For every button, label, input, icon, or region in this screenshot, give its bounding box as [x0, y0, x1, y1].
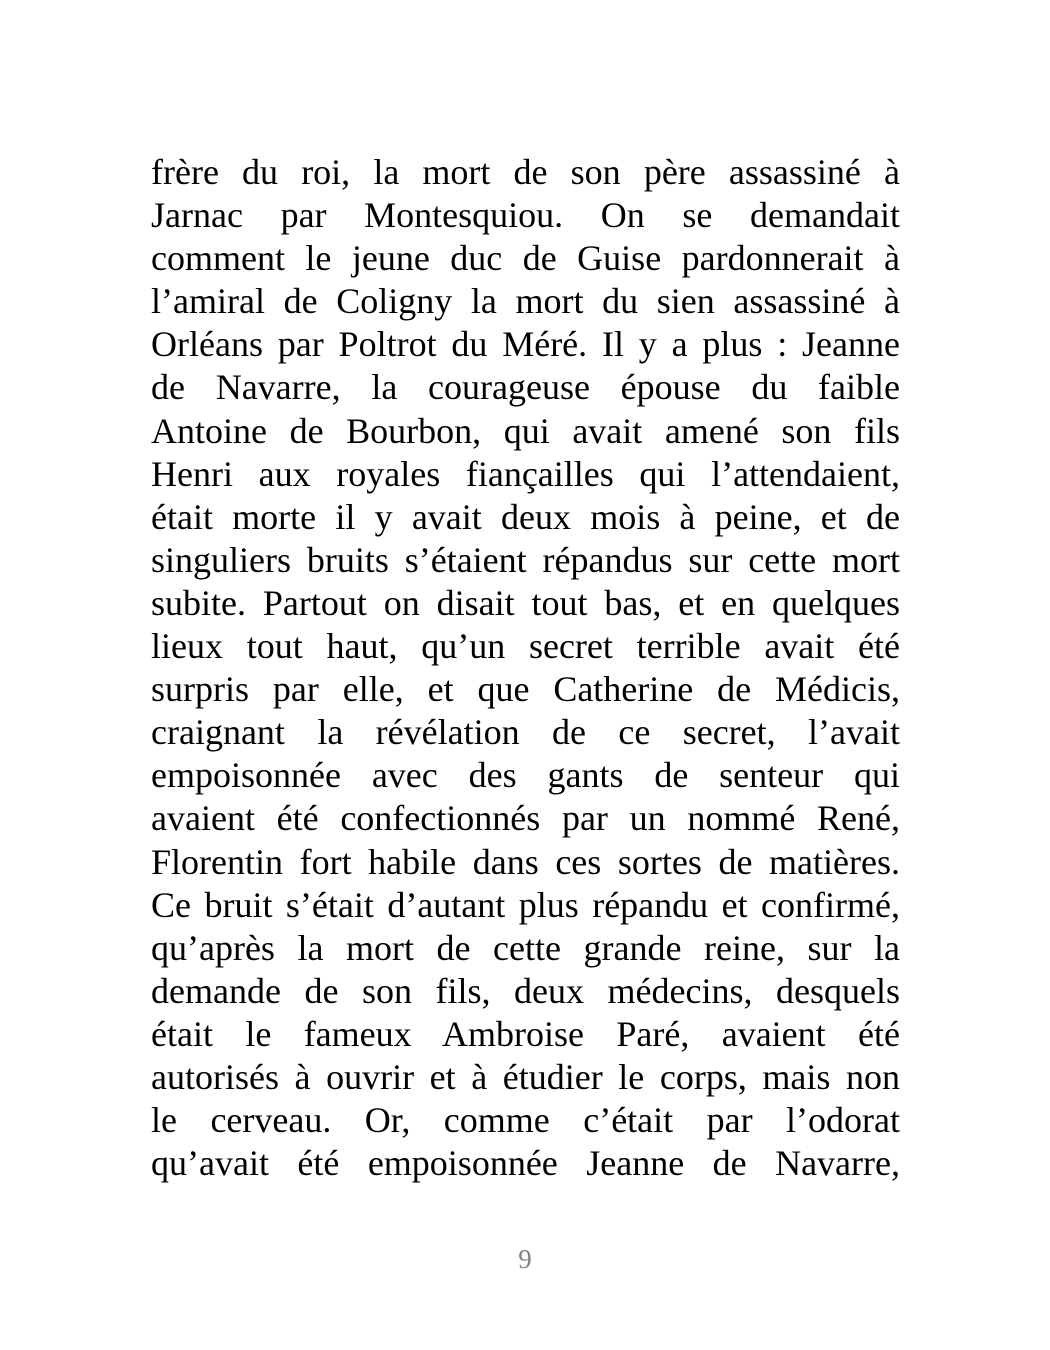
text-line: qu’avait été empoisonnée Jeanne de Navarre, — [151, 1143, 900, 1184]
text-line: demande de son fils, deux médecins, desquels — [151, 970, 900, 1011]
text-line: comment le jeune duc de Guise pardonnerait à — [151, 238, 900, 279]
text-line: de Navarre, la courageuse épouse du faible — [151, 367, 900, 408]
text-line: Florentin fort habile dans ces sortes de matières. — [151, 841, 900, 882]
text-line: le cerveau. Or, comme c’était par l’odorat — [151, 1100, 900, 1141]
text-line: Orléans par Poltrot du Méré. Il y a plus : Jeanne — [151, 324, 900, 365]
text-line: subite. Partout on disait tout bas, et en quelques — [151, 582, 900, 623]
text-line: empoisonnée avec des gants de senteur qui — [151, 755, 900, 796]
text-line: Ce bruit s’était d’autant plus répandu et confirmé, — [151, 884, 900, 925]
text-line: Jarnac par Montesquiou. On se demandait — [151, 195, 900, 236]
body-text — [151, 151, 900, 1185]
text-line: avaient été confectionnés par un nommé René, — [151, 798, 900, 839]
text-line: autorisés à ouvrir et à étudier le corps, mais non — [151, 1056, 900, 1097]
text-line: craignant la révélation de ce secret, l’avait — [151, 712, 900, 753]
text-line: lieux tout haut, qu’un secret terrible avait été — [151, 626, 900, 667]
text-line: Henri aux royales fiançailles qui l’attendaient, — [151, 453, 900, 494]
page-number: 9 — [518, 1244, 532, 1274]
text-line: était morte il y avait deux mois à peine, et de — [151, 496, 900, 537]
text-line: singuliers bruits s’étaient répandus sur cette mort — [151, 539, 900, 580]
text-line: surpris par elle, et que Catherine de Médicis, — [151, 669, 900, 710]
text-line: Antoine de Bourbon, qui avait amené son fils — [151, 410, 900, 451]
text-line: qu’après la mort de cette grande reine, sur la — [151, 927, 900, 968]
text-line: frère du roi, la mort de son père assassiné à — [151, 152, 900, 192]
text-line: l’amiral de Coligny la mort du sien assassiné à — [151, 281, 900, 322]
text-line: était le fameux Ambroise Paré, avaient été — [151, 1013, 900, 1054]
